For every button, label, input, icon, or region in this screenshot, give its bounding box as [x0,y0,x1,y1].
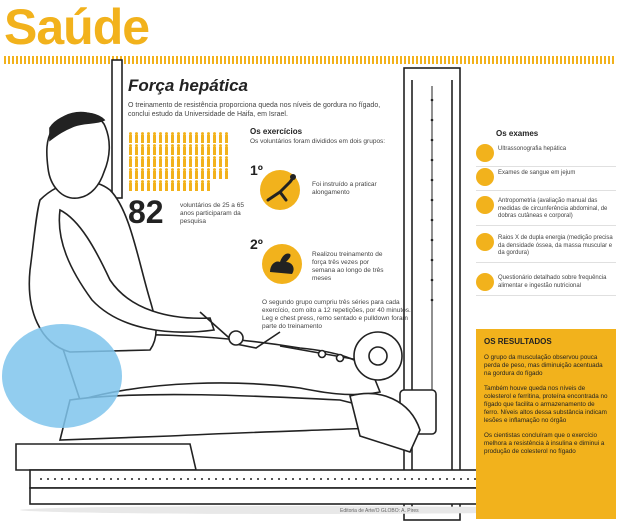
person-icon [206,180,211,191]
person-icon [140,132,145,143]
person-icon [200,180,205,191]
person-icon [158,168,163,179]
person-icon [164,180,169,191]
group1-text: Foi instruído a praticar alongamento [312,181,377,196]
xray-icon [476,233,494,251]
person-icon [188,132,193,143]
person-icon [158,144,163,155]
credit-line: Editoria de Arte/O GLOBO: A. Pires [340,508,419,514]
volunteers-text: voluntários de 25 a 65 anos participaram da pesquisa [180,202,244,225]
person-icon [176,168,181,179]
exercises-subheading: Os voluntários foram divididos em dois grupos: [250,138,386,145]
person-icon [188,156,193,167]
person-icon [134,144,139,155]
person-icon [146,144,151,155]
person-icon [152,156,157,167]
person-icon [212,144,217,155]
person-icon [176,180,181,191]
stretching-icon [260,170,300,210]
person-icon [206,168,211,179]
person-icon [218,132,223,143]
person-icon [200,132,205,143]
person-icon [206,144,211,155]
person-icon [146,168,151,179]
person-icon [134,168,139,179]
person-icon [170,132,175,143]
person-icon [158,180,163,191]
person-icon [140,156,145,167]
person-icon [128,180,133,191]
person-icon [218,168,223,179]
person-icon [128,168,133,179]
questionnaire-icon [476,273,494,291]
person-icon [164,156,169,167]
person-icon [212,132,217,143]
person-icon [194,180,199,191]
person-icon [212,168,217,179]
exam-item [476,144,616,167]
ultrasound-icon [476,144,494,162]
person-icon [164,132,169,143]
group2-text: Realizou treinamento de força três vezes por semana ao longo de três meses [312,251,384,282]
person-icon [200,168,205,179]
infographic-title: Força hepática [128,76,248,95]
person-icon [206,132,211,143]
person-icon [188,168,193,179]
person-icon [212,156,217,167]
person-icon [182,132,187,143]
person-icon [140,144,145,155]
machine-frame [404,68,460,520]
person-icon [164,168,169,179]
exam-item [476,233,616,263]
person-icon [146,180,151,191]
person-icon [152,168,157,179]
person-icon [200,156,205,167]
person-icon [176,144,181,155]
results-paragraph: O grupo da musculação observou pouca perda de peso, mas diminuição acentuada na gordura do fígado [484,354,603,377]
exam-text: Antropometria (avaliação manual das medidas de circunferência abdominal, de dobras cutâneas e corporal) [498,198,608,219]
person-icon [170,144,175,155]
exam-text: Exames de sangue em jejum [498,170,576,176]
person-icon [164,144,169,155]
person-icon [194,132,199,143]
exam-text: Ultrassonografia hepática [498,146,567,152]
person-icon [128,132,133,143]
volunteers-pictograph [128,132,233,191]
person-icon [146,132,151,143]
caliper-icon [476,196,494,214]
person-icon [158,156,163,167]
person-icon [134,132,139,143]
exercises-heading: Os exercícios [250,127,303,136]
blood-drop-icon [476,168,494,186]
person-icon [224,144,229,155]
results-heading: OS RESULTADOS [484,337,552,346]
results-paragraph: Os cientistas concluíram que o exercício melhora a resistência à insulina e diminui a produção de colesterol no fígado [484,432,605,455]
results-paragraph: Também houve queda nos níveis de colesterol e ferritina, proteína encontrada no fígado que facilita o armazenamento de ferro. Níveis altos dessa substância indicam lesões e inflamação no órgão [484,385,608,424]
person-icon [176,132,181,143]
person-icon [182,168,187,179]
person-icon [170,168,175,179]
person-icon [140,180,145,191]
abdomen-highlight [2,324,122,428]
person-icon [218,156,223,167]
person-icon [188,144,193,155]
group1-number: 1º [250,162,263,178]
person-icon [194,144,199,155]
muscle-arm-icon [262,244,302,284]
person-icon [146,156,151,167]
person-icon [224,156,229,167]
exam-item [476,273,616,296]
exam-item [476,196,616,226]
exam-text: Questionário detalhado sobre frequência alimentar e ingestão nutricional [498,275,607,289]
person-icon [194,168,199,179]
person-icon [200,144,205,155]
person-icon [134,180,139,191]
person-icon [152,132,157,143]
exam-text: Raios X de dupla energia (medição precisa da densidade óssea, da massa muscular e da gordura) [498,235,613,256]
exams-heading: Os exames [496,129,539,138]
person-icon [170,180,175,191]
results-box [476,329,616,519]
intro-text: O treinamento de resistência proporciona queda nos níveis de gordura no fígado, conclui estudo da Universidade de Haifa, em Israel. [128,102,381,118]
person-icon [152,180,157,191]
person-icon [182,180,187,191]
person-icon [182,156,187,167]
person-icon [188,180,193,191]
person-icon [158,132,163,143]
person-icon [218,144,223,155]
exam-item [476,168,616,191]
person-icon [224,168,229,179]
volunteers-count: 82 [128,194,164,230]
person-icon [176,156,181,167]
person-icon [134,156,139,167]
person-icon [128,144,133,155]
person-icon [152,144,157,155]
person-icon [194,156,199,167]
page-title: Saúde [4,0,150,55]
person-icon [206,156,211,167]
person-icon [182,144,187,155]
person-icon [140,168,145,179]
person-icon [224,132,229,143]
person-icon [170,156,175,167]
training-details: O segundo grupo cumpriu três séries para cada exercício, com oito a 12 repetições, por 40 minutos. Leg e chest press, remo sentado e pulldown foram parte do treinamento [262,299,411,330]
person-icon [128,156,133,167]
group2-number: 2º [250,236,263,252]
